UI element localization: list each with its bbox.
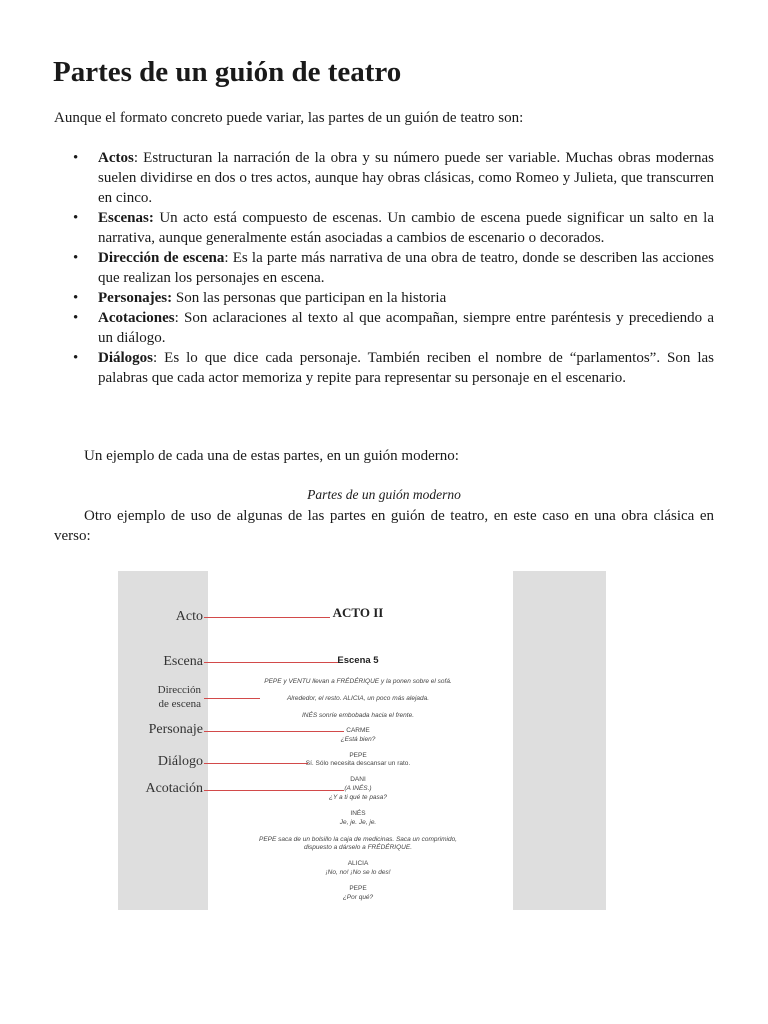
label-dialogo: Diálogo: [157, 754, 203, 769]
term-description: Estructuran la narración de la obra y su número puede ser variable. Muchas obras modernas suelen dividirse en dos o tres actos, aunque hay obras clásicas, como Romeo y Julieta, que transcurren en cinco.: [98, 150, 715, 206]
script-dialogue: ¿Por qué?: [342, 894, 374, 901]
script-character: DANI: [350, 776, 366, 783]
label-personaje: Personaje: [148, 722, 203, 737]
term-separator: :: [224, 250, 233, 266]
list-item: [54, 348, 714, 388]
example-lead-paragraph: Un ejemplo de cada una de estas partes, en un guión moderno:: [84, 448, 459, 464]
term-separator: :: [133, 150, 144, 166]
term-separator: :: [153, 350, 165, 366]
script-dialogue: Sí. Sólo necesita descansar un rato.: [305, 760, 411, 767]
term-label: Acotaciones: [98, 310, 175, 326]
script-stage-note: (A INÉS.): [344, 785, 372, 792]
term-label: Actos: [98, 150, 134, 166]
term-description: Un acto está compuesto de escenas. Un cambio de escena puede significar un salto en la narrativa, aunque generalmente están asociadas a cambios de escenario o decorados.: [98, 210, 714, 246]
page-title: Partes de un guión de teatro: [53, 56, 402, 88]
term-description: Es la parte más narrativa de una obra de teatro, donde se describen las acciones que realizan los personajes en escena.: [98, 250, 714, 286]
parts-list: [54, 148, 714, 388]
script-act-title: ACTO II: [332, 605, 384, 620]
script-character: PEPE: [349, 885, 367, 892]
list-item: [54, 148, 714, 208]
script-parts-figure: [118, 571, 606, 910]
script-character: ALICIA: [347, 860, 369, 867]
list-item: [54, 308, 714, 348]
term-description: Son las personas que participan en la historia: [175, 290, 447, 306]
script-direction: Alrededor, el resto. ALICIA, un poco más alejada.: [286, 695, 430, 702]
script-character: INÉS: [350, 810, 366, 817]
term-label: Personajes:: [98, 290, 173, 306]
figure-caption: Partes de un guión moderno: [307, 487, 461, 502]
connector-acto: [204, 617, 330, 618]
label-acotacion: Acotación: [145, 781, 203, 796]
term-description: Son aclaraciones al texto al que acompañan, siempre entre paréntesis y precediendo a un diálogo.: [98, 310, 714, 346]
label-acto: Acto: [175, 609, 203, 624]
script-dialogue: ¿Está bien?: [340, 736, 376, 743]
script-character: PEPE: [349, 752, 367, 759]
script-direction: PEPE saca de un bolsillo la caja de medicinas. Saca un comprimido,: [259, 836, 457, 843]
term-label: Dirección de escena: [98, 250, 225, 266]
list-item: [54, 208, 714, 248]
script-dialogue: Je, je. Je, je.: [339, 819, 377, 826]
script-character: CARME: [346, 727, 370, 734]
list-item: [54, 288, 714, 308]
label-direccion-line2: de escena: [158, 698, 201, 710]
script-direction: dispuesto a dárselo a FRÉDÉRIQUE.: [303, 844, 413, 851]
term-description: Es lo que dice cada personaje. También reciben el nombre de “parlamentos”. Son las palabras que cada actor memoriza y repite para representar su personaje en el escenario.: [98, 350, 714, 386]
term-separator: :: [174, 310, 185, 326]
script-dialogue: ¡No, no! ¡No se lo des!: [325, 869, 391, 876]
list-item: [54, 248, 714, 288]
script-direction: PEPE y VENTU llevan a FRÉDÉRIQUE y la ponen sobre el sofá.: [264, 678, 452, 685]
second-paragraph: Otro ejemplo de uso de algunas de las partes en guión de teatro, en este caso en una obra clásica en verso:: [54, 508, 714, 544]
term-label: Escenas:: [98, 210, 154, 226]
script-direction: INÉS sonríe embobada hacia el frente.: [301, 712, 414, 719]
label-direccion-line1: Dirección: [157, 684, 201, 696]
term-label: Diálogos: [98, 350, 154, 366]
label-escena: Escena: [163, 654, 203, 669]
figure-right-band: [513, 571, 606, 910]
script-scene-title: Escena 5: [337, 655, 379, 666]
script-dialogue: ¿Y a ti qué te pasa?: [328, 794, 388, 801]
intro-paragraph: Aunque el formato concreto puede variar, las partes de un guión de teatro son:: [54, 110, 524, 126]
